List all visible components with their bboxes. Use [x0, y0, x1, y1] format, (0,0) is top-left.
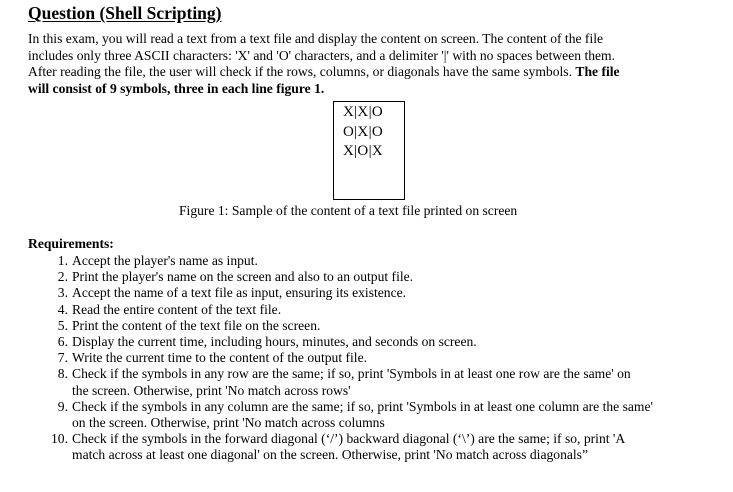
figure-1-box	[333, 101, 405, 200]
intro-line	[28, 64, 718, 81]
requirement-line: on the screen. Otherwise, print 'No match across columns	[72, 415, 385, 431]
requirement-text	[72, 302, 718, 318]
requirement-item	[28, 350, 718, 366]
requirement-text	[72, 431, 718, 463]
requirement-number: 6.	[57, 334, 68, 350]
requirements-heading: Requirements:	[28, 236, 114, 251]
requirement-line: Accept the name of a text file as input, ensuring its existence.	[72, 285, 407, 301]
requirement-number: 2.	[57, 269, 68, 285]
figure-caption: Figure 1: Sample of the content of a text file printed on screen	[179, 203, 518, 218]
requirement-text	[72, 253, 718, 269]
requirement-line: Check if the symbols in any column are the same; if so, print 'Symbols in at least one column are the same'	[72, 398, 653, 414]
requirement-text	[72, 334, 718, 350]
requirement-text	[72, 399, 718, 431]
intro-line: In this exam, you will read a text from a text file and display the content on screen. The content of the file	[28, 31, 604, 46]
requirement-line: Check if the symbols in any row are the same; if so, print 'Symbols in at least one row are the same' on	[72, 366, 631, 382]
requirement-text	[72, 318, 718, 334]
requirement-line: Write the current time to the content of the output file.	[72, 350, 368, 366]
requirement-text	[72, 350, 718, 366]
requirement-item	[28, 269, 718, 285]
requirement-text	[72, 285, 718, 301]
requirement-line: match across at least one diagonal' on the screen. Otherwise, print 'No match across diagonals”	[72, 447, 589, 463]
requirement-line: the screen. Otherwise, print 'No match across rows'	[72, 382, 351, 398]
requirement-line: Read the entire content of the text file.	[72, 301, 282, 317]
requirement-number: 7.	[57, 350, 68, 366]
requirement-line: Accept the player's name as input.	[72, 253, 258, 268]
requirement-number: 8.	[57, 366, 68, 382]
requirement-number: 10.	[51, 431, 68, 447]
requirement-number: 5.	[57, 317, 68, 333]
requirement-item	[28, 399, 718, 431]
intro-line: includes only three ASCII characters: 'X' and 'O' characters, and a delimiter '|' with no spaces between them.	[28, 47, 616, 63]
requirement-item	[28, 366, 718, 398]
figure-row: X|O|X	[343, 143, 384, 159]
requirements-list	[28, 253, 718, 464]
intro-bold-tail: The file	[575, 64, 620, 79]
requirement-number: 9.	[57, 398, 68, 414]
requirement-line: Display the current time, including hours, minutes, and seconds on screen.	[72, 334, 477, 350]
requirement-item	[28, 285, 718, 301]
requirement-line: Print the content of the text file on the screen.	[72, 317, 321, 333]
requirement-number: 1.	[57, 253, 68, 268]
requirement-number: 4.	[57, 301, 68, 317]
requirement-item	[28, 302, 718, 318]
requirement-number: 3.	[57, 285, 68, 301]
requirement-line: Check if the symbols in the forward diagonal (‘/’) backward diagonal (‘\’) are the same; if so, print 'A	[72, 431, 626, 447]
intro-bold-text: will consist of 9 symbols, three in each line figure 1.	[28, 80, 325, 96]
requirement-text	[72, 269, 718, 285]
requirement-line: Print the player's name on the screen and also to an output file.	[72, 269, 414, 285]
figure-row: O|X|O	[343, 123, 384, 140]
requirement-item	[28, 253, 718, 269]
requirement-item	[28, 334, 718, 350]
requirement-item	[28, 431, 718, 463]
requirement-item	[28, 318, 718, 334]
figure-row: X|X|O	[343, 104, 384, 120]
question-title: Question (Shell Scripting)	[28, 3, 222, 23]
intro-paragraph	[28, 31, 718, 97]
intro-line-text: After reading the file, the user will check if the rows, columns, or diagonals have the same symbols.	[28, 64, 572, 79]
intro-bold-line	[28, 81, 718, 98]
requirement-text	[72, 366, 718, 398]
